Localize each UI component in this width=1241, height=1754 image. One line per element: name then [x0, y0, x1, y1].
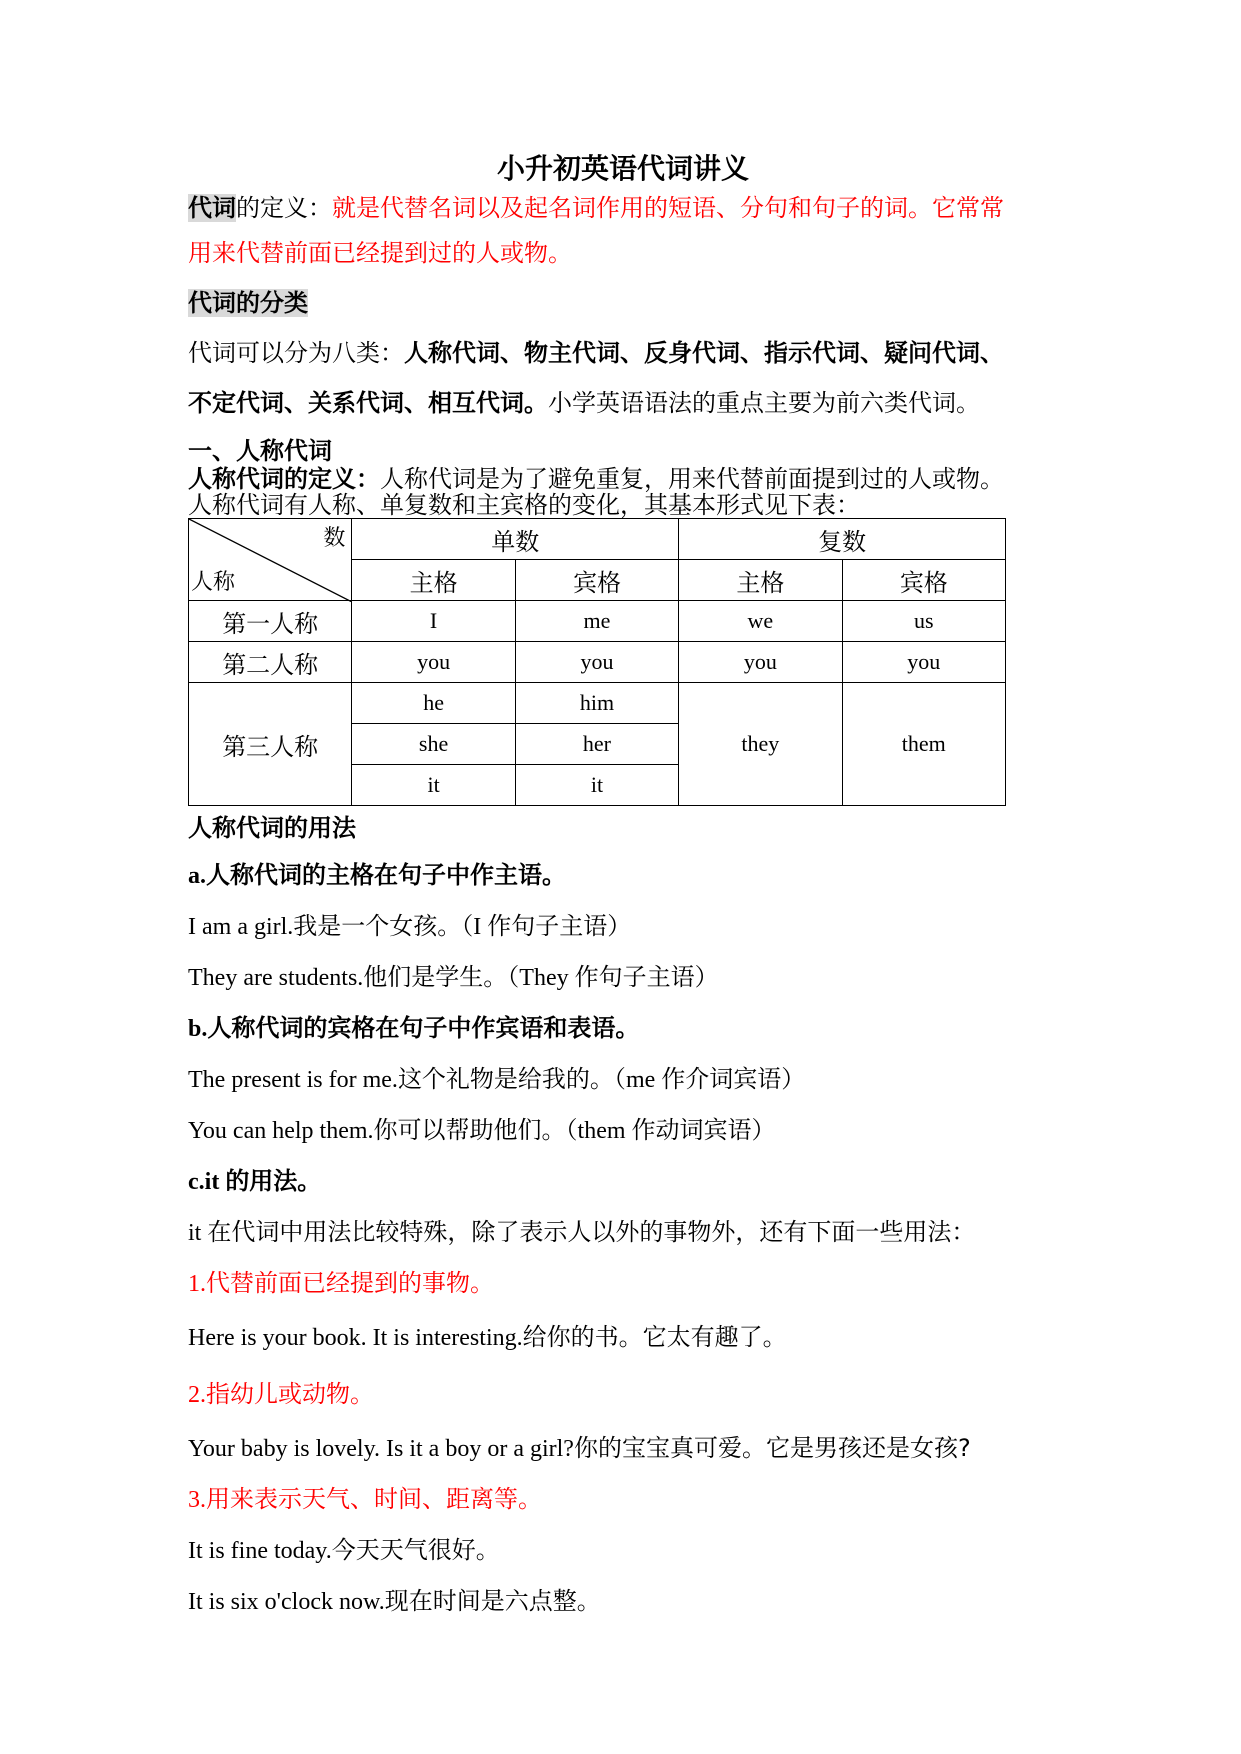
cell-pl-obj: them	[842, 683, 1005, 806]
usage-b-title: 人称代词的宾格在句子中作宾语和表语。	[207, 1014, 640, 1042]
table-row	[189, 683, 1006, 724]
cell-sg-obj: him	[515, 683, 678, 724]
cell-pl-nom: we	[679, 601, 842, 642]
definition-term: 代词	[188, 194, 236, 222]
row-person: 第一人称	[189, 601, 352, 642]
corner-label-number: 数	[323, 526, 346, 551]
example-en: They are students.	[188, 965, 364, 991]
section1-def-label: 人称代词的定义：	[188, 465, 380, 493]
example-cn: 他们是学生。（	[363, 963, 520, 991]
section1-intro: 人称代词有人称、单复数和主宾格的变化，其基本形式见下表：	[188, 493, 860, 519]
example-en: It is six o'clock now.	[188, 1589, 385, 1615]
it-usage-3	[188, 1474, 1058, 1525]
cell-sg-nom: you	[352, 642, 515, 683]
usage-a-label: a.	[188, 863, 206, 889]
example-en: You can help them.	[188, 1118, 374, 1144]
it-usage-2	[188, 1366, 1058, 1423]
row-person: 第三人称	[189, 683, 352, 806]
classification-line-2	[188, 378, 1058, 429]
cell-sg-nom: he	[352, 683, 515, 724]
example-line	[188, 1105, 1058, 1156]
usage-c-intro-en: it	[188, 1220, 208, 1246]
example-en: Here is your book. It is interesting.	[188, 1325, 523, 1351]
cell-sg-obj: me	[515, 601, 678, 642]
example-cn: 今天天气很好。	[331, 1536, 500, 1564]
table-header-row-1	[189, 519, 1006, 560]
it-usage-number: 2.	[188, 1382, 206, 1408]
example-en: It is fine today.	[188, 1538, 332, 1564]
example-en: The present is for me.	[188, 1067, 398, 1093]
example-cn-note: 作句子主语）	[487, 912, 632, 940]
row-person: 第二人称	[189, 642, 352, 683]
header-singular-nominative: 主格	[352, 560, 515, 601]
cell-pl-obj: us	[842, 601, 1005, 642]
example-line	[188, 1576, 1058, 1627]
usage-c-heading	[188, 1156, 1058, 1207]
example-en-note: them	[577, 1118, 632, 1144]
example-cn: 现在时间是六点整。	[384, 1587, 601, 1615]
classification-line-1	[188, 328, 1058, 378]
classification-prefix: 代词可以分为八类：	[188, 339, 404, 367]
example-line	[188, 1525, 1058, 1576]
table-row	[189, 642, 1006, 683]
definition-text-1: 就是代替名词以及起名词作用的短语、分句和句子的词。它常常	[332, 194, 1004, 222]
example-line	[188, 901, 1058, 952]
definition-line-1	[188, 188, 1058, 228]
cell-sg-nom: she	[352, 724, 515, 765]
usage-c-intro-cn: 在代词中用法比较特殊，除了表示人以外的事物外，还有下面一些用法：	[207, 1218, 976, 1246]
example-cn: 你可以帮助他们。（	[373, 1116, 578, 1144]
classification-heading: 代词的分类	[188, 289, 308, 317]
example-cn-note: 作介词宾语）	[661, 1065, 806, 1093]
example-cn-note: 作动词宾语）	[631, 1116, 776, 1144]
cell-sg-obj: it	[515, 765, 678, 806]
example-cn: 这个礼物是给我的。（	[397, 1065, 626, 1093]
header-plural-nominative: 主格	[679, 560, 842, 601]
usage-heading: 人称代词的用法	[188, 814, 356, 842]
usage-c-intro	[188, 1207, 1058, 1258]
it-usage-text: 用来表示天气、时间、距离等。	[206, 1485, 542, 1513]
it-usage-number: 1.	[188, 1271, 206, 1297]
usage-b-heading	[188, 1003, 1058, 1054]
header-singular-objective: 宾格	[515, 560, 678, 601]
table-row	[189, 601, 1006, 642]
cell-sg-nom: I	[352, 601, 515, 642]
example-cn: 你的宝宝真可爱。它是男孩还是女孩?	[573, 1434, 971, 1462]
personal-pronoun-table	[188, 518, 1006, 806]
header-plural: 复数	[679, 519, 1006, 560]
page-title: 小升初英语代词讲义	[496, 152, 749, 185]
classification-list-1: 人称代词、物主代词、反身代词、指示代词、疑问代词、	[404, 339, 1004, 367]
cell-pl-nom: you	[679, 642, 842, 683]
classification-list-2: 不定代词、关系代词、相互代词。	[188, 389, 548, 417]
cell-sg-nom: it	[352, 765, 515, 806]
it-usage-number: 3.	[188, 1487, 206, 1513]
header-plural-objective: 宾格	[842, 560, 1005, 601]
example-en: I am a girl.	[188, 914, 294, 940]
document-page	[188, 150, 1058, 1627]
header-singular: 单数	[352, 519, 679, 560]
example-en-note: They	[519, 965, 575, 991]
section1-definition	[188, 465, 1058, 494]
usage-a-title: 人称代词的主格在句子中作主语。	[206, 861, 566, 889]
example-line	[188, 1423, 1058, 1474]
cell-sg-obj: her	[515, 724, 678, 765]
classification-note: 小学英语语法的重点主要为前六类代词。	[548, 391, 980, 417]
section1-heading: 一、人称代词	[188, 437, 332, 465]
it-usage-text: 代替前面已经提到的事物。	[206, 1269, 494, 1297]
cell-sg-obj: you	[515, 642, 678, 683]
table-corner-cell	[189, 519, 352, 601]
example-en-note: me	[625, 1067, 662, 1093]
example-cn-note: 作句子主语）	[574, 963, 719, 991]
cell-pl-nom: they	[679, 683, 842, 806]
usage-a-heading	[188, 850, 1058, 901]
corner-label-person: 人称	[191, 570, 236, 595]
definition-text-2: 用来代替前面已经提到过的人或物。	[188, 239, 572, 267]
example-en-note: I	[473, 914, 488, 940]
example-line	[188, 1309, 1058, 1366]
example-en: Your baby is lovely. Is it a boy or a girl?	[188, 1436, 574, 1462]
example-line	[188, 952, 1058, 1003]
classification-heading-line	[188, 278, 1058, 328]
definition-label: 的定义：	[236, 194, 332, 222]
example-cn: 我是一个女孩。（	[293, 912, 474, 940]
section1-def-text: 人称代词是为了避免重复，用来代替前面提到过的人或物。	[380, 467, 1004, 493]
usage-c-label: c.it	[188, 1169, 226, 1195]
it-usage-1	[188, 1258, 1058, 1309]
cell-pl-obj: you	[842, 642, 1005, 683]
it-usage-text: 指幼儿或动物。	[206, 1380, 374, 1408]
usage-b-label: b.	[188, 1016, 208, 1042]
example-line	[188, 1054, 1058, 1105]
example-cn: 给你的书。它太有趣了。	[522, 1323, 787, 1351]
usage-c-title: 的用法。	[225, 1167, 322, 1195]
